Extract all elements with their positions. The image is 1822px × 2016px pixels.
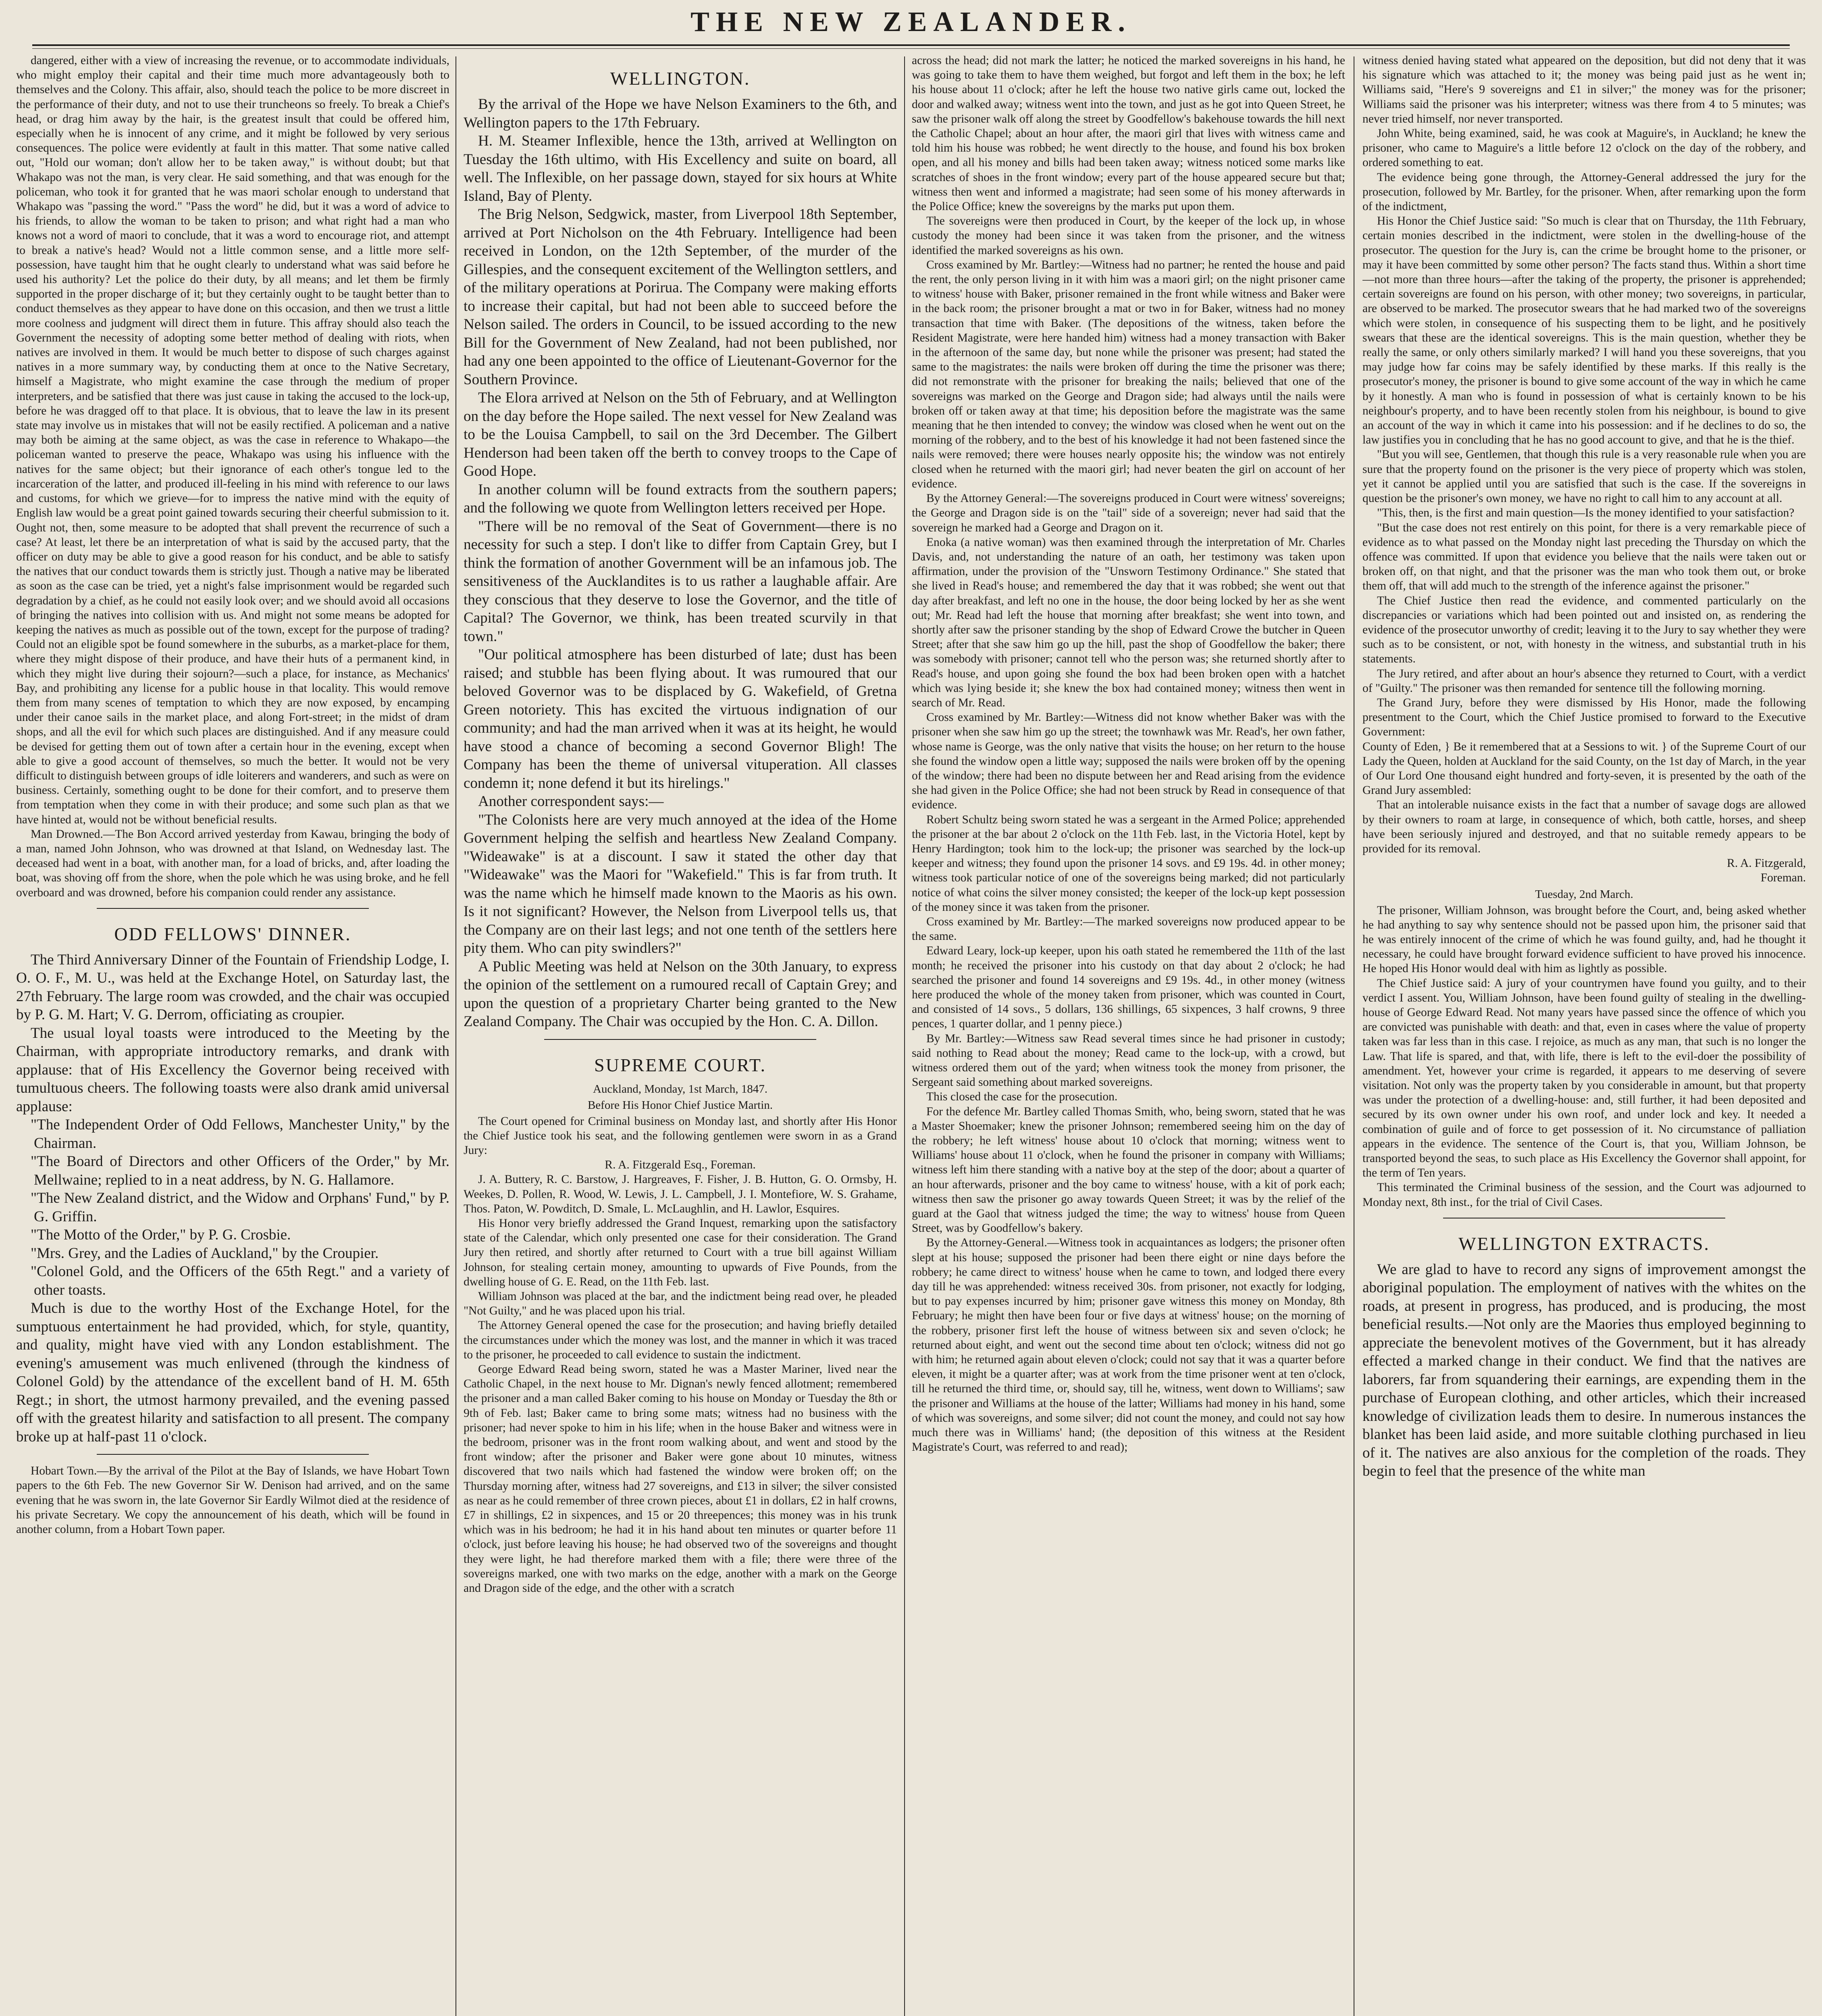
signature-line: Foreman. (1760, 871, 1806, 885)
article-paragraph: The Brig Nelson, Sedgwick, master, from Liverpool 18th September, arrived at Port Nicholson on the 4th February. Intelligence had been received in London, on the 12th September, of the murder of the Gillespies, and the consequent excitement of the Wellington settlers, and of the military operations at Porirua. The Company were making efforts to increase their capital, but had not been able to succeed before the Nelson sailed. The orders in Council, to be issued according to the new Bill for the Government of New Zealand, had not been published, nor had any one been appointed to the office of Lieutenant-Governor for the Southern Province. (464, 206, 897, 388)
column-2 (464, 53, 897, 2016)
article-paragraph: "The Independent Order of Odd Fellows, Manchester Unity," by the Chairman. (31, 1116, 449, 1152)
article-paragraph: We are glad to have to record any signs of improvement amongst the aboriginal population. The employment of natives with the whites on the roads, at present in progress, has produced, and is producing, the most beneficial results.—Not only are the Maories thus employed beginning to appreciate the benevolent motives of the Government, but it has already effected a marked change in their conduct. We find that the natives are laborers, far from squandering their earnings, are expending them in the purchase of European clothing, and other articles, which their increased knowledge of civilization leads them to desire. In numerous instances the blanket has been laid aside, and more suitable clothing purchased in lieu of it. The natives are also anxious for the completion of the roads. They begin to feel that the presence of the white man (1362, 1261, 1806, 1480)
article-paragraph: The Jury retired, and after about an hour's absence they returned to Court, with a verdict of "Guilty." The prisoner was then remanded for sentence till the following morning. (1362, 667, 1806, 695)
article-paragraph: George Edward Read being sworn, stated he was a Master Mariner, lived near the Catholic Chapel, in the next house to Mr. Dignan's newly fenced allotment; remembered the prisoner and a man called Baker coming to his house on Monday or Tuesday the 8th or 9th of Feb. last; Baker came to bring some mats; witness had no business with the prisoner; had never spoke to him in his life; when in the house Baker and witness were in the bedroom, prisoner was in the front room walking about, and went and stood by the front window; after the prisoner and Baker were gone about 10 minutes, witness discovered that two nails which had fastened the window were broken off; on the Thursday morning after, witness had 27 sovereigns, and £13 in silver; the silver consisted as near as he could remember of three crown pieces, about £1 in dollars, £2 in half crowns, £7 in shillings, £2 in sixpences, and 15 or 20 threepences; this money was in his trunk which was in his bedroom; he had it in his hand about ten minutes or quarter before 11 o'clock, just before leaving his house; he had observed two of the sovereigns and thought they were light, he had therefore marked them with a file; there were three of the sovereigns marked, one with two marks on the edge, another with a mark on the George and Dragon side of the edge, and the other with a scratch (464, 1362, 897, 1595)
article-paragraph: By the arrival of the Hope we have Nelson Examiners to the 6th, and Wellington papers to the 17th February. (464, 96, 897, 131)
section-subheading: Auckland, Monday, 1st March, 1847. (593, 1082, 768, 1095)
article-paragraph: William Johnson was placed at the bar, and the indictment being read over, he pleaded "Not Guilty," and he was placed upon his trial. (464, 1289, 897, 1318)
article-paragraph: witness denied having stated what appeared on the deposition, but did not deny that it was his signature which was attached to it; the money was being paid just as he went in; Williams said, "Here's 9 sovereigns and £1 in silver;" the money was for the prisoner; Williams said the prisoner was his interpreter; witness was there from 4 to 5 minutes; was never tried himself, nor never transported. (1362, 54, 1806, 125)
article-paragraph: By the Attorney-General.—Witness took in acquaintances as lodgers; the prisoner often slept at his house; supposed the prisoner had been there eight or nine days before the robbery; he came direct to witness' house when he came to town, and lodged there every day till he was apprehended: witness received 30s. from prisoner, not exactly for lodging, but to pay expenses incurred by him; prisoner gave witness this money on Monday, 8th February; he might then have been four or five days at witness' house; on the morning of the robbery, prisoner first left the house of witness between six and seven o'clock; he returned about eight, and went out the second time about ten o'clock; witness did not go with him; he returned again about eleven o'clock; could not say that it was a quarter before eleven, it might be a quarter after; was at work from the time prisoner went at ten o'clock, till he returned the third time, or, should say, till he, witness, went down to Williams'; saw the prisoner and Williams at the house of the latter; Williams had money in his hand, some of which was sovereigns, and some silver; did not count the money, and could not say how much there was in Williams' hand; (the deposition of this witness at the Resident Magistrate's Court, was referred to and read); (912, 1236, 1345, 1454)
section-heading: ODD FELLOWS' DINNER. (114, 923, 352, 944)
article-paragraph: His Honor very briefly addressed the Grand Inquest, remarking upon the satisfactory state of the Calendar, which only presented one case for their consideration. The Grand Jury then retired, and shortly after returned to Court with a true bill against William Johnson, for stealing certain money, amounting to upwards of Five Pounds, from the dwelling house of G. E. Read, on the 11th Feb. last. (464, 1216, 897, 1288)
section-rule (544, 1039, 816, 1040)
article-paragraph: The Chief Justice said: A jury of your countrymen have found you guilty, and to their verdict I assent. You, William Johnson, have been found guilty of stealing in the dwelling-house of George Edward Read. Not many years have passed since the offence of which you are convicted was punishable with death: and that, even in cases where the value of property taken was far less than in this case. I rejoice, as much as any man, that such is no longer the Law. That life is spared, and that, with life, there is left to the evil-doer the possibility of amendment. Yet, however your crime is regarded, it appears to me deserving of severe visitation. Not only was the property taken by you considerable in amount, but that property was under the protection of a dwelling-house: and, still further, it had been deposited and secured by its own owner under his own roof, and under lock and key. It needed a combination of guile and of force to get possession of it. No circumstance of palliation appears in the evidence. The sentence of the Court is, that you, William Johnson, be transported beyond the seas, to such place as His Excellency the Governor shall appoint, for the term of Ten years. (1362, 977, 1806, 1180)
column-3 (912, 53, 1345, 2016)
article-paragraph: Cross examined by Mr. Bartley:—Witness did not know whether Baker was with the prisoner when she saw him go up the street; the townhawk was Mr. Read's, her own father, whose name is George, was the only native that visits the house; on her return to the house she found the window open a little way; supposed the nails were broken off by the opening of the window; there had been no dispute between her and Read arising from the evidence she had given in the Police Office; she had not been struck by Read in consequence of that evidence. (912, 711, 1345, 812)
article-paragraph: "Our political atmosphere has been disturbed of late; dust has been raised; and stubble has been flying about. It was rumoured that our beloved Governor was to be displaced by G. Wakefield, of Gretna Green notoriety. This has excited the virtuous indignation of our community; and had the man arrived when it was at its height, he would have stood a chance of becoming a second Governor Bligh! The Company has been the theme of universal vituperation. All classes condemn it; none defend it but its hirelings." (464, 646, 897, 791)
signature-line: R. A. Fitzgerald, (1727, 857, 1806, 870)
article-paragraph: dangered, either with a view of increasing the revenue, or to accommodate individuals, who might employ their capital and their time much more advantageously both to themselves and the Colony. This affair, also, should teach the police to be more discreet in the performance of their duty, and not to use their truncheons so freely. To break a Chief's head, or drag him away by the hair, is the greatest insult that could be offered him, especially when he is innocent of any crime, and it might be followed by very serious consequences. The police were evidently at fault in this matter. That some native called out, "Hold our woman; don't allow her to be taken away," is without doubt; but that Whakapo was not the man, is very clear. He said something, and that was enough for the policeman, who took it for granted that he was maori scholar enough to understand that Whakapo was "passing the word." "Pass the word" he did, but it was a word of advice to his friends, to allow the woman to be taken to prison; and what right had a man who knows not a word of maori to conclude, that it was a word to encourage riot, and attempt to break a native's head? Would not a little common sense, and a little more self-possession, have taught him that he ought clearly to understand what was said before he used his authority? Let the police do their duty, by all means; and let them be firmly supported in the proper discharge of it; but they certainly ought to be taught better than to conduct themselves as they appear to have done on this occasion, and then we trust a little more coolness and judgment will direct them in future. This affray should also teach the Government the necessity of adopting some better method of dealing with riots, when natives are involved in them. It would be much better to dispose of such charges against natives in a more summary way, by conducting them at once to the Native Secretary, himself a Magistrate, who might examine the case through the medium of proper interpreters, and be satisfied that there was just cause in taking the accused to the lock-up, before he was dragged off to that place. It is obvious, that to leave the law in its present state may involve us in mistakes that will not be easily rectified. A policeman and a native may both be aiming at the same object, as was the case in reference to Whakapo—the policeman wanted to preserve the peace, Whakapo was using his influence with the natives for the same object; but their ignorance of each other's tongue led to the incarceration of the latter, and produced ill-feeling in his mind with reference to our laws and customs, for which we grieve—for to impress the native mind with the equity of English law would be a great point gained towards securing their cheerful submission to it. Ought not, then, some measure to be adopted that shall prevent the recurrence of such a case? At least, let there be an interpretation of what is said by the accused party, that the officer on duty may be able to give a good reason for his conduct, and be able to satisfy the natives that our conduct towards them is strictly just. Though a native may be liberated as soon as the case can be tried, yet a night's false imprisonment would be regarded such degradation by a chief, as he could not easily look over; and we should avoid all occasions of bringing the natives into collision with us. And might not some means be adopted for keeping the natives as much as possible out of the town, except for the purpose of trading? Could not an eligible spot be found somewhere in the suburbs, as a market-place for them, where they might dispose of their produce, and have their huts of a permanent kind, in which they might live during their sojourn?—such a place, for instance, as Mechanics' Bay, and prohibiting any license for a public house in that locality. This would remove them from many scenes of temptation to which they are now exposed, by encamping under their canoe sails in the market place, and along Fort-street; in the midst of dram shops, and all the evil for which such places are distinguished. And if any measure could be devised for getting them out of town after a certain hour in the evening, except when able to give a good account of themselves, so much the better. It would not be very difficult to distinguish between groups of idle loiterers and wanderers, and such as were on business. Certainly, something ought to be done for their comfort, and to preserve them from temptation when they come in with their produce; and some such plan as that we have hinted at, would not be without beneficial results. (16, 54, 449, 826)
article-paragraph: across the head; did not mark the latter; he noticed the marked sovereigns in his hand, he was going to take them to have them weighed, but forgot and left them in the box; he left his house about 11 o'clock; after he left the house two native girls came out, locked the door and walked away; witness went into the town, and just as he got into Queen Street, he saw the prisoner walk off along the street by Goodfellow's bakehouse towards the hill next the Catholic Chapel; about an hour after, the maori girl that lives with witness came and told him his house was robbed; he went directly to the house, and found his box broken open, and all his money and bills had been taken away; witness noticed some marks like scratches of shoes in the front window; every part of the house appeared secure but that; witness then went and informed a magistrate; had seen some of his money afterwards in the Police Office; knew the sovereigns by the marks put upon them. (912, 54, 1345, 213)
masthead-title: THE NEW ZEALANDER. (691, 6, 1131, 37)
article-paragraph: John White, being examined, said, he was cook at Maguire's, in Auckland; he knew the prisoner, who came to Maguire's a little before 12 o'clock on the day of the robbery, and ordered something to eat. (1362, 127, 1806, 169)
article-paragraph: County of Eden, } Be it remembered that at a Sessions to wit. } of the Supreme Court of our Lady the Queen, holden at Auckland for the said County, on the 1st day of March, in the year of Our Lord One thousand eight hundred and forty-seven, it is presented by the oath of the Grand Jury assembled: (1362, 740, 1806, 797)
article-paragraph: "There will be no removal of the Seat of Government—there is no necessity for such a step. I don't like to differ from Captain Grey, but I think the formation of another Government will be an infamous job. The sensitiveness of the Aucklandites is to us rather a laughable affair. Are they conscious that they deserve to lose the Governor, and the title of Capital? The Governor, we think, has been treated scurvily in that town." (464, 518, 897, 645)
article-paragraph: In another column will be found extracts from the southern papers; and the following we quote from Wellington letters received per Hope. (464, 481, 897, 516)
article-paragraph: The prisoner, William Johnson, was brought before the Court, and, being asked whether he had anything to say why sentence should not be passed upon him, the prisoner said that he was entirely innocent of the crime of which he was found guilty, and, had he thought it necessary, he could have brought forward evidence sufficient to have proved his innocence. He hoped His Honor would deal with him as lightly as possible. (1362, 904, 1806, 975)
article-paragraph: H. M. Steamer Inflexible, hence the 13th, arrived at Wellington on Tuesday the 16th ultimo, with His Excellency and suite on board, all well. The Inflexible, on her passage down, stayed for six hours at White Island, Bay of Plenty. (464, 133, 897, 204)
article-paragraph: "The Colonists here are very much annoyed at the idea of the Home Government helping the selfish and heartless New Zealand Company. "Wideawake" is at a discount. I saw it stated the other day that "Wideawake" was the Maori for "Wakefield." This is far from truth. It was the name which he himself made known to the Maoris as his own. Is it not significant? However, the Nelson from Liverpool tells us, that the Company are on their last legs; and not one tenth of the settlers here pity them. Who can pity swindlers?" (464, 811, 897, 956)
article-paragraph: The Chief Justice then read the evidence, and commented particularly on the discrepancies or variations which had been pointed out and insisted on, as rendering the evidence of the prosecutor unworthy of credit; leaving it to the Jury to say whether they were such as to be consistent, or not, with honesty in the witness, and substantial truth in his statements. (1362, 594, 1806, 666)
article-paragraph: The usual loyal toasts were introduced to the Meeting by the Chairman, with appropriate introductory remarks, and drank with applause: that of His Excellency the Governor being received with tumultuous cheers. The following toasts were also drank amid universal applause: (16, 1025, 449, 1115)
article-paragraph: "The New Zealand district, and the Widow and Orphans' Fund," by P. G. Griffin. (31, 1190, 449, 1225)
section-heading: SUPREME COURT. (594, 1054, 766, 1075)
article-paragraph: The sovereigns were then produced in Court, by the keeper of the lock up, in whose custody the money had been since it was taken from the prisoner, and the witness identified the marked sovereigns as his own. (912, 215, 1345, 257)
article-paragraph: "The Board of Directors and other Officers of the Order," by Mr. Mellwaine; replied to in a neat address, by N. G. Hallamore. (31, 1153, 449, 1188)
article-paragraph: Much is due to the worthy Host of the Exchange Hotel, for the sumptuous entertainment he had provided, which, for style, quantity, and quality, might have vied with any London establishment. The evening's amusement was much enlivened (through the kindness of Colonel Gold) by the attendance of the excellent band of H. M. 65th Regt.; in short, the utmost harmony prevailed, and the evening passed off with the greatest hilarity and satisfaction to all present. The company broke up at half-past 11 o'clock. (16, 1300, 449, 1445)
article-paragraph: "But the case does not rest entirely on this point, for there is a very remarkable piece of evidence as to what passed on the Monday night last preceding the Thursday on which the offence was committed. If upon that evidence you believe that the nails were taken out or broken off, on that night, and that the prisoner was the man who took them out, or broke them off, that will add much to the strength of the inference against the prisoner." (1362, 521, 1806, 593)
column-4 (1362, 53, 1806, 2016)
section-heading: WELLINGTON EXTRACTS. (1458, 1233, 1710, 1254)
article-paragraph: This terminated the Criminal business of the session, and the Court was adjourned to Monday next, 8th inst., for the trial of Civil Cases. (1362, 1181, 1806, 1209)
article-paragraph: Hobart Town.—By the arrival of the Pilot at the Bay of Islands, we have Hobart Town papers to the 6th Feb. The new Governor Sir W. Denison had arrived, and on the same evening that he was sworn in, the late Governor Sir Eardly Wilmot died at the residence of his private Secretary. We copy the announcement of his death, which will be found in another column, from a Hobart Town paper. (16, 1464, 449, 1536)
article-paragraph: The Grand Jury, before they were dismissed by His Honor, made the following presentment to the Court, which the Chief Justice promised to forward to the Executive Government: (1362, 696, 1806, 739)
article-paragraph: Cross examined by Mr. Bartley:—The marked sovereigns now produced appear to be the same. (912, 915, 1345, 943)
article-paragraph: "Mrs. Grey, and the Ladies of Auckland," by the Croupier. (31, 1245, 379, 1262)
article-paragraph: The Elora arrived at Nelson on the 5th of February, and at Wellington on the day before the Hope sailed. The next vessel for New Zealand was to be the Louisa Campbell, to sail on the 3rd December. The Gilbert Henderson had been taken off the berth to convey troops to the Cape of Good Hope. (464, 389, 897, 479)
article-paragraph: J. A. Buttery, R. C. Barstow, J. Hargreaves, F. Fisher, J. B. Hutton, G. O. Ormsby, H. Weekes, D. Pollen, R. Wood, W. Lewis, J. L. Campbell, J. I. Montefiore, W. S. Grahame, Thos. Paton, W. Powditch, D. Smale, L. McLaughlin, and H. Lawlor, Esquires. (464, 1173, 897, 1215)
column-1 (16, 53, 449, 2016)
article-paragraph: "The Motto of the Order," by P. G. Crosbie. (31, 1227, 291, 1243)
article-paragraph: Another correspondent says:— (478, 793, 664, 810)
article-paragraph: Robert Schultz being sworn stated he was a sergeant in the Armed Police; apprehended the prisoner at the bar about 2 o'clock on the 11th Feb. last, in the Victoria Hotel, kept by Henry Hardington; took him to the lock-up; the prisoner was searched by the lock-up keeper and witness; they found upon the prisoner 14 sovs. and £9 19s. 4d. in other money; witness took particular notice of one of the sovereigns being marked; did not particularly notice of what coins the silver money consisted; the keeper of the lock-up kept possession of the money since it was taken from the prisoner. (912, 813, 1345, 914)
article-paragraph: Cross examined by Mr. Bartley:—Witness had no partner; he rented the house and paid the rent, the only person living in it with him was a maori girl; on the night prisoner came to witness' house with Baker, prisoner remained in the front while witness and Baker were in the back room; the prisoner brought a mat or two in for Baker, witness had no money transaction that time with Baker. (The depositions of the witness, taken before the Resident Magistrate, were here handed him) witness had a money transaction with Baker in the afternoon of the same day, but none while the prisoner was present; had stated the same to the magistrates: the nails were broken off during the time the prisoner was there; did not remonstrate with the prisoner for breaking the nails; believed that one of the sovereigns was marked on the George and Dragon side; had always until the nails were broken off or taken away at that time; his deposition before the magistrate was the same meaning that he then intended to convey; the window was closed when he went out on the morning of the robbery, and to the best of his knowledge it had not been fastened since the nails were removed; there were houses nearly opposite his; the window was not entirely closed when he returned with the maori girl; had never beaten the girl on account of her evidence. (912, 258, 1345, 490)
article-paragraph: This closed the case for the prosecution. (926, 1090, 1118, 1104)
article-paragraph: That an intolerable nuisance exists in the fact that a number of savage dogs are allowed by their owners to roam at large, in consequence of which, both cattle, horses, and sheep have been seriously injured and destroyed, and that no suitable remedy appears to be provided for its removal. (1362, 798, 1806, 855)
article-paragraph: "But you will see, Gentlemen, that though this rule is a very reasonable rule when you are sure that the property found on the prisoner is the very piece of property which was stolen, yet it cannot be applied until you are satisfied that such is the case. If the sovereigns in question be the prisoner's own money, we have no right to call him to any account at all. (1362, 448, 1806, 505)
section-rule (97, 1454, 369, 1455)
masthead-rule (32, 44, 1790, 49)
section-subheading: Tuesday, 2nd March. (1535, 887, 1633, 901)
article-paragraph: The Court opened for Criminal business on Monday last, and shortly after His Honor the Chief Justice took his seat, and the following gentlemen were sworn in as a Grand Jury: (464, 1114, 897, 1157)
article-paragraph: Enoka (a native woman) was then examined through the interpretation of Mr. Charles Davis, and, not understanding the nature of an oath, her testimony was taken upon affirmation, under the provision of the "Unsworn Testimony Ordinance." She stated that she lived in Read's house; and remembered the day that it was robbed; she went out that day after breakfast, and left no one in the house, the door being locked by her as she went out; Mr. Read had left the house that morning after breakfast; she went into town, and shortly after saw the prisoner standing by the shop of Edward Crowe the butcher in Queen Street; after that she saw him go up the hill, past the shop of Goodfellow the baker; there was somebody with prisoner; cannot tell who the person was; she returned shortly after to Read's house, and upon going she found the box had been broken open with a hatchet which was lying beside it; she knew the box had contained money; witness then went in search of Mr. Read. (912, 535, 1345, 709)
article-paragraph: For the defence Mr. Bartley called Thomas Smith, who, being sworn, stated that he was a Master Shoemaker; knew the prisoner Johnson; remembered seeing him on the day of the robbery; he left witness' house about 10 o'clock that morning; witness went to Williams' house about 11 o'clock, when he found the prisoner in company with Williams; witness left him there standing with a native boy at the step of the door; about a quarter of an hour afterwards, prisoner and the boy came to witness' house, with a kit of pork each; witness then saw the prisoner go away towards Queen Street; it was by the relief of the guard at the Gaol that witness judged the time; the way to witness' house from Queen Street, was by Goodfellow's bakery. (912, 1105, 1345, 1235)
section-rule (97, 908, 369, 909)
article-paragraph: "This, then, is the first and main question—Is the money identified to your satisfaction? (1377, 506, 1795, 520)
article-paragraph: R. A. Fitzgerald Esq., Foreman. (605, 1158, 756, 1172)
section-heading: WELLINGTON. (610, 68, 751, 89)
article-paragraph: The Attorney General opened the case for the prosecution; and having briefly detailed the circumstances under which the money was lost, and the manner in which it was traced to the prisoner, he proceeded to call evidence to sustain the indictment. (464, 1319, 897, 1361)
article-paragraph: By Mr. Bartley:—Witness saw Read several times since he had prisoner in custody; said nothing to Read about the money; Read came to the lock-up, with a crowd, but witness ordered them out of the yard; when witness took the money from prisoner, the Sergeant said something about marked sovereigns. (912, 1032, 1345, 1089)
article-paragraph: The evidence being gone through, the Attorney-General addressed the jury for the prosecution, followed by Mr. Bartley, for the prisoner. When, after remarking upon the form of the indictment, (1362, 171, 1806, 213)
column-divider (904, 56, 905, 2016)
article-paragraph: Man Drowned.—The Bon Accord arrived yesterday from Kawau, bringing the body of a man, named John Johnson, who was drowned at that Island, on Wednesday last. The deceased had went in a boat, with another man, for a load of bricks, and, after loading the boat, was shoving off from the shore, when the pole which he was using broke, and he fell overboard and was drowned, before his companion could render any assistance. (16, 827, 449, 899)
article-paragraph: Edward Leary, lock-up keeper, upon his oath stated he remembered the 11th of the last month; he received the prisoner into his custody on that day about 2 o'clock; he had searched the prisoner and found 14 sovereigns and £9 19s. 4d., in other money (witness here produced the whole of the money taken from prisoner, which was counted in Court, and consisted of 14 sovs., 5 dollars, 136 shillings, 65 sixpences, 3 half crowns, 9 three pences, 1 quarter dollar, and 1 penny piece.) (912, 944, 1345, 1031)
article-paragraph: His Honor the Chief Justice said: "So much is clear that on Thursday, the 11th February, certain monies described in the indictment, were stolen in the dwelling-house of the prosecutor. The question for the Jury is, can the crime be brought home to the prisoner, or may it have been committed by some other person? The facts stand thus. Within a short time—not more than three hours—after the taking of the property, the prisoner is apprehended; certain sovereigns are found on his person, with other money; two sovereigns, in particular, are observed to be marked. The prosecutor swears that he had marked two of the sovereigns which were stolen, in consequence of his suspecting them to be light, and he positively swears that these are the identical sovereigns. This is the main question, whether they be really the same, or only others similarly marked? I will hand you these sovereigns, that you may judge how far coins may be safely identified by these marks. If this really is the prosecutor's money, the prisoner is bound to give some account of the way in which he came by it honestly. A man who is found in possession of what is certainly known to be his neighbour's property, and to have been recently stolen from his neighbour, is bound to give an account of the way in which it came into his possession: and if he declines to do so, the law justifies you in concluding that he has no good account to give, and that he is the thief. (1362, 215, 1806, 447)
article-paragraph: "Colonel Gold, and the Officers of the 65th Regt." and a variety of other toasts. (31, 1263, 449, 1298)
section-subheading: Before His Honor Chief Justice Martin. (587, 1098, 773, 1112)
article-paragraph: A Public Meeting was held at Nelson on the 30th January, to express the opinion of the settlement on a rumoured recall of Captain Grey; and upon the question of a proprietary Charter being granted to the New Zealand Company. The Chair was occupied by the Hon. C. A. Dillon. (464, 958, 897, 1030)
article-paragraph: The Third Anniversary Dinner of the Fountain of Friendship Lodge, I. O. O. F., M. U., was held at the Exchange Hotel, on Saturday last, the 27th February. The large room was crowded, and the chair was occupied by P. G. M. Hart; V. G. Derrom, officiating as croupier. (16, 951, 449, 1023)
article-paragraph: By the Attorney General:—The sovereigns produced in Court were witness' sovereigns; the George and Dragon side is on the "tail" side of a sovereign; never had said that the sovereign he marked had a George and Dragon on it. (912, 492, 1345, 534)
